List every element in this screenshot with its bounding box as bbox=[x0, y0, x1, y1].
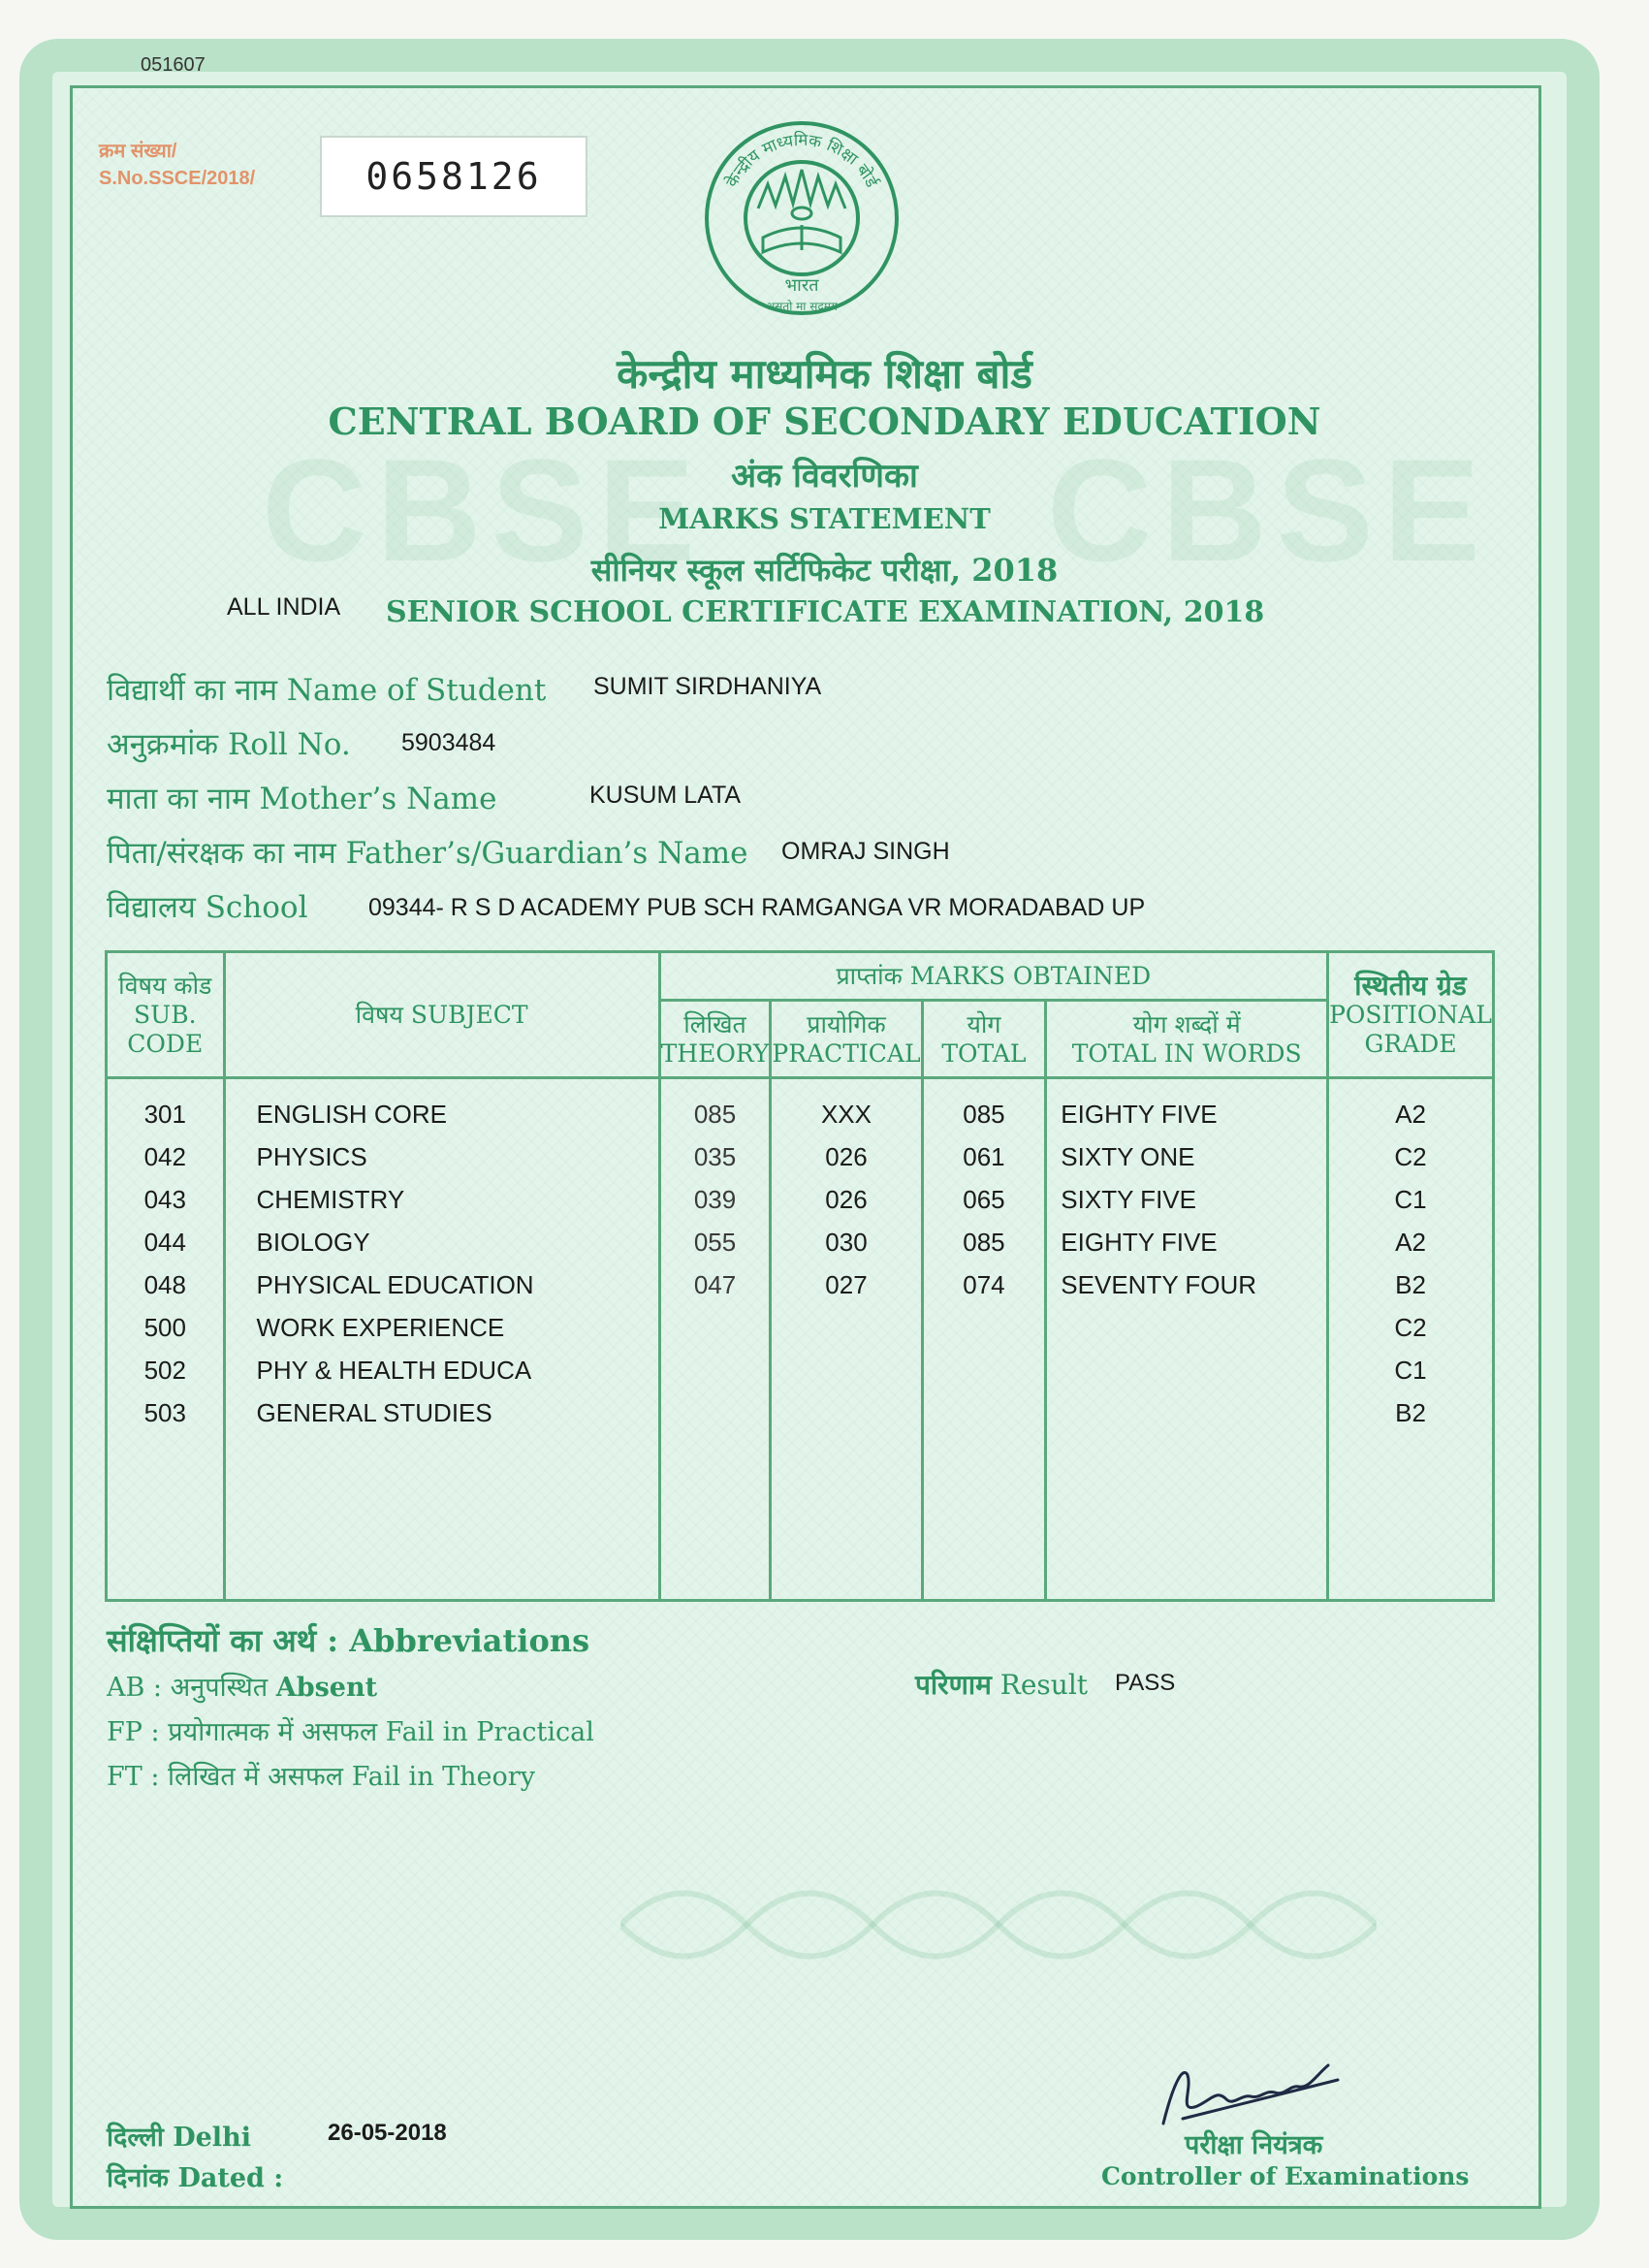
practical-marks: 026 bbox=[825, 1142, 868, 1171]
subject-name: GENERAL STUDIES bbox=[256, 1398, 492, 1427]
serial-label-hi: क्रम संख्या/ bbox=[99, 141, 177, 162]
student-name-label-hi: विद्यार्थी का नाम bbox=[107, 673, 277, 708]
header-subject: विषय SUBJECT bbox=[224, 952, 659, 1078]
header-practical bbox=[771, 1001, 922, 1078]
roll-label bbox=[107, 723, 351, 764]
school-label-hi: विद्यालय bbox=[107, 890, 196, 925]
header-total-en: TOTAL bbox=[941, 1038, 1027, 1068]
abbr-fail-theory-code: FT : bbox=[107, 1762, 160, 1792]
guilloche-pattern-icon bbox=[620, 1862, 1377, 1988]
practical-marks: 030 bbox=[825, 1228, 868, 1257]
student-name-label-en: Name of Student bbox=[286, 673, 547, 708]
total-in-words: EIGHTY FIVE bbox=[1061, 1100, 1218, 1129]
father-name-label-en: Father’s/Guardian’s Name bbox=[345, 836, 748, 871]
theory-marks: 085 bbox=[693, 1100, 737, 1129]
father-name-label-hi: पिता/संरक्षक का नाम bbox=[107, 836, 336, 871]
header-total-words-en: TOTAL IN WORDS bbox=[1071, 1038, 1302, 1068]
school-label-en: School bbox=[205, 890, 308, 925]
theory-marks: 047 bbox=[693, 1270, 737, 1299]
top-code: 051607 bbox=[141, 54, 206, 76]
practical-marks: 026 bbox=[825, 1185, 868, 1214]
subject-name: PHYSICS bbox=[256, 1142, 367, 1171]
total-marks: 085 bbox=[963, 1100, 1005, 1129]
abbreviations-heading bbox=[107, 1619, 589, 1661]
header-sub-code-en1: SUB. bbox=[134, 1000, 197, 1029]
words-column bbox=[1046, 1078, 1328, 1601]
student-name-label bbox=[107, 669, 546, 710]
school-label bbox=[107, 886, 308, 927]
serial-label bbox=[99, 138, 255, 192]
header-sub-code-hi: विषय कोड bbox=[118, 971, 212, 1000]
subject-name: PHYSICAL EDUCATION bbox=[256, 1270, 534, 1299]
result-label-hi: परिणाम bbox=[915, 1669, 992, 1701]
grade: B2 bbox=[1395, 1270, 1426, 1299]
school-name: 09344- R S D ACADEMY PUB SCH RAMGANGA VR MORADABAD UP bbox=[368, 894, 1146, 921]
issue-date: 26-05-2018 bbox=[328, 2120, 447, 2146]
theory-marks: 055 bbox=[693, 1228, 737, 1257]
mother-name: KUSUM LATA bbox=[589, 782, 742, 809]
mother-name-label bbox=[107, 778, 496, 818]
grade: C1 bbox=[1394, 1185, 1427, 1214]
father-name: OMRAJ SINGH bbox=[781, 838, 950, 865]
subject-name: CHEMISTRY bbox=[256, 1185, 405, 1214]
theory-marks bbox=[661, 1349, 770, 1391]
serial-label-en: S.No.SSCE/2018/ bbox=[99, 168, 256, 189]
theory-marks: 039 bbox=[693, 1185, 737, 1214]
sub-code: 502 bbox=[143, 1356, 186, 1385]
total-marks bbox=[924, 1349, 1045, 1391]
sub-code: 044 bbox=[143, 1228, 186, 1257]
header-theory-hi: लिखित bbox=[683, 1009, 746, 1038]
place-label bbox=[107, 2118, 251, 2154]
abbreviations-heading-hi: संक्षिप्तियों का अर्थ : bbox=[107, 1622, 339, 1659]
practical-column bbox=[771, 1078, 922, 1601]
abbr-absent-hi: अनुपस्थित bbox=[170, 1673, 269, 1703]
total-in-words: SIXTY ONE bbox=[1061, 1142, 1195, 1171]
header-practical-en: PRACTICAL bbox=[772, 1038, 921, 1068]
theory-marks bbox=[661, 1306, 770, 1349]
abbr-fail-theory bbox=[107, 1757, 535, 1793]
svg-text:केन्द्रीय माध्यमिक शिक्षा बोर्: केन्द्रीय माध्यमिक शिक्षा बोर्ड bbox=[722, 130, 881, 191]
subject-name: WORK EXPERIENCE bbox=[256, 1313, 505, 1342]
header-total bbox=[922, 1001, 1046, 1078]
header-practical-hi: प्रायोगिक bbox=[807, 1009, 886, 1038]
total-in-words: EIGHTY FIVE bbox=[1061, 1228, 1218, 1257]
roll-label-hi: अनुक्रमांक bbox=[107, 727, 219, 762]
total-marks: 065 bbox=[963, 1185, 1005, 1214]
serial-number: 0658126 bbox=[320, 136, 587, 217]
total-marks: 085 bbox=[963, 1228, 1005, 1257]
practical-marks bbox=[772, 1306, 920, 1349]
controller-title-hindi: परीक्षा नियंत्रक bbox=[1185, 2130, 1323, 2160]
abbreviations-heading-en: Abbreviations bbox=[349, 1622, 590, 1659]
exam-title-hindi: सीनियर स्कूल सर्टिफिकेट परीक्षा, 2018 bbox=[590, 552, 1059, 589]
region-label: ALL INDIA bbox=[227, 593, 341, 621]
header-grade bbox=[1328, 952, 1494, 1078]
total-in-words: SEVENTY FOUR bbox=[1061, 1270, 1257, 1299]
theory-column bbox=[659, 1078, 771, 1601]
doc-title-hindi: अंक विवरणिका bbox=[731, 457, 918, 495]
result-value: PASS bbox=[1115, 1670, 1176, 1696]
header-theory bbox=[659, 1001, 771, 1078]
grade: C2 bbox=[1394, 1313, 1427, 1342]
sub-code: 503 bbox=[143, 1398, 186, 1427]
watermark-right: CBSE bbox=[1047, 429, 1490, 591]
father-name-label bbox=[107, 832, 748, 873]
board-title: CENTRAL BOARD OF SECONDARY EDUCATION bbox=[328, 399, 1321, 443]
header-grade-en1: POSITIONAL bbox=[1329, 1000, 1492, 1029]
place-label-en: Delhi bbox=[173, 2123, 251, 2153]
header-total-words-hi: योग शब्दों में bbox=[1132, 1009, 1241, 1038]
result-label bbox=[915, 1666, 1088, 1703]
svg-text:भारत: भारत bbox=[784, 275, 819, 296]
header-sub-code bbox=[107, 952, 225, 1078]
subject-name: PHY & HEALTH EDUCA bbox=[256, 1356, 532, 1385]
roll-label-en: Roll No. bbox=[227, 727, 351, 762]
roll-number: 5903484 bbox=[401, 729, 496, 756]
total-marks: 061 bbox=[963, 1142, 1005, 1171]
cbse-emblem-icon bbox=[700, 116, 904, 320]
total-in-words: SIXTY FIVE bbox=[1061, 1185, 1196, 1214]
abbr-fail-theory-en: Fail in Theory bbox=[351, 1762, 535, 1792]
practical-marks: 027 bbox=[825, 1270, 868, 1299]
abbr-fail-practical bbox=[107, 1712, 594, 1748]
mother-name-label-en: Mother’s Name bbox=[259, 782, 497, 816]
total-marks: 074 bbox=[963, 1270, 1005, 1299]
header-grade-en2: GRADE bbox=[1364, 1029, 1457, 1058]
student-name: SUMIT SIRDHANIYA bbox=[593, 673, 822, 700]
header-total-hi: योग bbox=[967, 1009, 1001, 1038]
practical-marks bbox=[772, 1391, 920, 1434]
subject-name: ENGLISH CORE bbox=[256, 1100, 448, 1129]
code-column bbox=[107, 1078, 225, 1601]
total-marks bbox=[924, 1306, 1045, 1349]
marks-table bbox=[105, 950, 1495, 1602]
controller-title: Controller of Examinations bbox=[1101, 2162, 1470, 2190]
sub-code: 301 bbox=[143, 1100, 186, 1129]
grade: A2 bbox=[1395, 1228, 1426, 1257]
dated-label-hi: दिनांक bbox=[107, 2163, 170, 2193]
svg-text:असतो मा सद्गमय: असतो मा सद्गमय bbox=[766, 300, 838, 313]
grade: C2 bbox=[1394, 1142, 1427, 1171]
practical-marks bbox=[772, 1349, 920, 1391]
theory-marks: 035 bbox=[693, 1142, 737, 1171]
header-theory-en: THEORY bbox=[660, 1038, 770, 1068]
total-marks bbox=[924, 1391, 1045, 1434]
theory-marks bbox=[661, 1391, 770, 1434]
abbr-absent-code: AB : bbox=[107, 1673, 163, 1703]
total-in-words bbox=[1061, 1306, 1326, 1349]
sub-code: 042 bbox=[143, 1142, 186, 1171]
dated-label bbox=[107, 2158, 283, 2194]
abbr-fail-practical-hi: प्रयोगात्मक में असफल bbox=[168, 1717, 378, 1747]
sub-code: 048 bbox=[143, 1270, 186, 1299]
abbr-fail-practical-en: Fail in Practical bbox=[385, 1717, 594, 1747]
grade: B2 bbox=[1395, 1398, 1426, 1427]
signature-icon bbox=[1144, 2046, 1357, 2133]
place-label-hi: दिल्ली bbox=[107, 2123, 164, 2153]
header-sub-code-en2: CODE bbox=[127, 1029, 204, 1058]
total-in-words bbox=[1061, 1391, 1326, 1434]
grade-column bbox=[1328, 1078, 1494, 1601]
subject-column bbox=[224, 1078, 659, 1601]
header-marks-obtained: प्राप्तांक MARKS OBTAINED bbox=[659, 952, 1327, 1001]
practical-marks: XXX bbox=[820, 1100, 872, 1129]
dated-label-en: Dated : bbox=[177, 2163, 284, 2193]
abbr-fail-practical-code: FP : bbox=[107, 1717, 160, 1747]
abbr-fail-theory-hi: लिखित में असफल bbox=[168, 1762, 344, 1792]
total-in-words bbox=[1061, 1349, 1326, 1391]
total-column bbox=[922, 1078, 1046, 1601]
result-label-en: Result bbox=[999, 1669, 1089, 1701]
sub-code: 043 bbox=[143, 1185, 186, 1214]
abbr-absent bbox=[107, 1668, 377, 1704]
abbr-absent-en: Absent bbox=[275, 1673, 378, 1703]
board-title-hindi: केन्द्रीय माध्यमिक शिक्षा बोर्ड bbox=[617, 350, 1032, 398]
grade: A2 bbox=[1395, 1100, 1426, 1129]
watermark-left: CBSE bbox=[262, 429, 705, 591]
sub-code: 500 bbox=[143, 1313, 186, 1342]
mother-name-label-hi: माता का नाम bbox=[107, 782, 250, 816]
grade: C1 bbox=[1394, 1356, 1427, 1385]
header-total-words bbox=[1046, 1001, 1328, 1078]
exam-title: SENIOR SCHOOL CERTIFICATE EXAMINATION, 2018 bbox=[386, 595, 1265, 629]
header-grade-hi: स्थितीय ग्रेड bbox=[1354, 969, 1467, 1002]
subject-name: BIOLOGY bbox=[256, 1228, 370, 1257]
doc-title: MARKS STATEMENT bbox=[658, 502, 991, 535]
